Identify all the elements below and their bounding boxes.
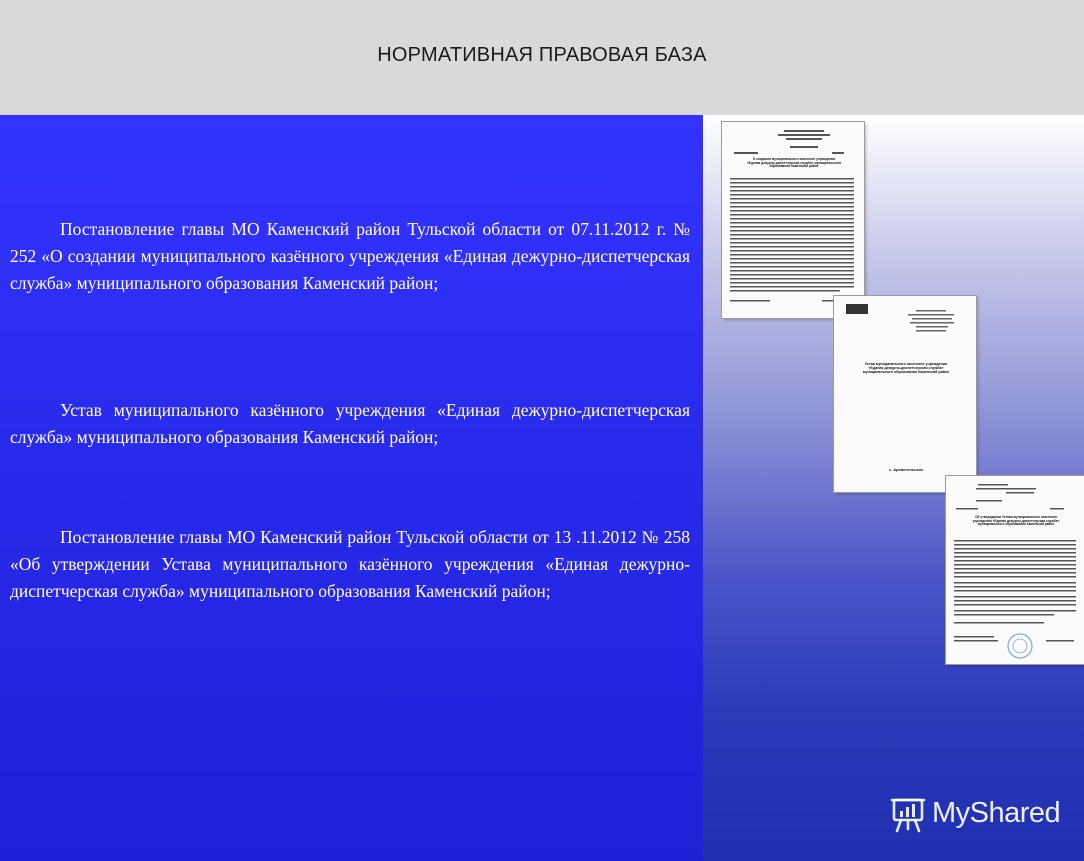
document-lines	[946, 476, 1084, 664]
document-title: Устав муниципального казенного учреждения «Единая дежурно-диспетчерская служба» муниципального образования Каменский район	[862, 362, 950, 375]
paragraph-text: Устав муниципального казённого учреждения «Единая дежурно-диспетчерская служба» муниципального образования Каменский район;	[10, 400, 690, 447]
document-thumbnail-decree-258	[946, 476, 1084, 664]
document-title: Об утверждении Устава муниципального казенного учреждения «Единая дежурно-диспетчерская служба» муниципального образования Каменский район	[972, 515, 1060, 527]
presentation-board-icon	[890, 796, 926, 834]
watermark-logo	[890, 796, 1070, 836]
document-lines	[722, 122, 864, 318]
paragraph-charter	[10, 397, 690, 451]
document-lines	[834, 296, 976, 492]
paragraph-text: Постановление главы МО Каменский район Тульской области от 13 .11.2012 № 258 «Об утверждении Устава муниципального казённого учреждения «Единая дежурно-диспетчерская служба» муниципального образования Каменский район;	[10, 527, 690, 601]
document-place: с. Архангельское	[888, 467, 924, 472]
document-thumbnail-decree-252	[722, 122, 864, 318]
page-title: НОРМАТИВНАЯ ПРАВОВАЯ БАЗА	[377, 44, 707, 66]
paragraph-decree-252	[10, 216, 690, 297]
paragraph-text: Постановление главы МО Каменский район Тульской области от 07.11.2012 г. № 252 «О создании муниципального казённого учреждения «Единая дежурно-диспетчерская служба» муниципального образования Каменский район;	[10, 219, 690, 293]
paragraph-decree-258	[10, 524, 690, 605]
document-thumbnail-charter	[834, 296, 976, 492]
document-title: О создании муниципального казенного учреждения «Единая дежурно-диспетчерская служба» муниципального образования Каменский район	[746, 157, 842, 169]
watermark-text: MyShared	[932, 797, 1061, 829]
header-bar	[0, 0, 1084, 115]
